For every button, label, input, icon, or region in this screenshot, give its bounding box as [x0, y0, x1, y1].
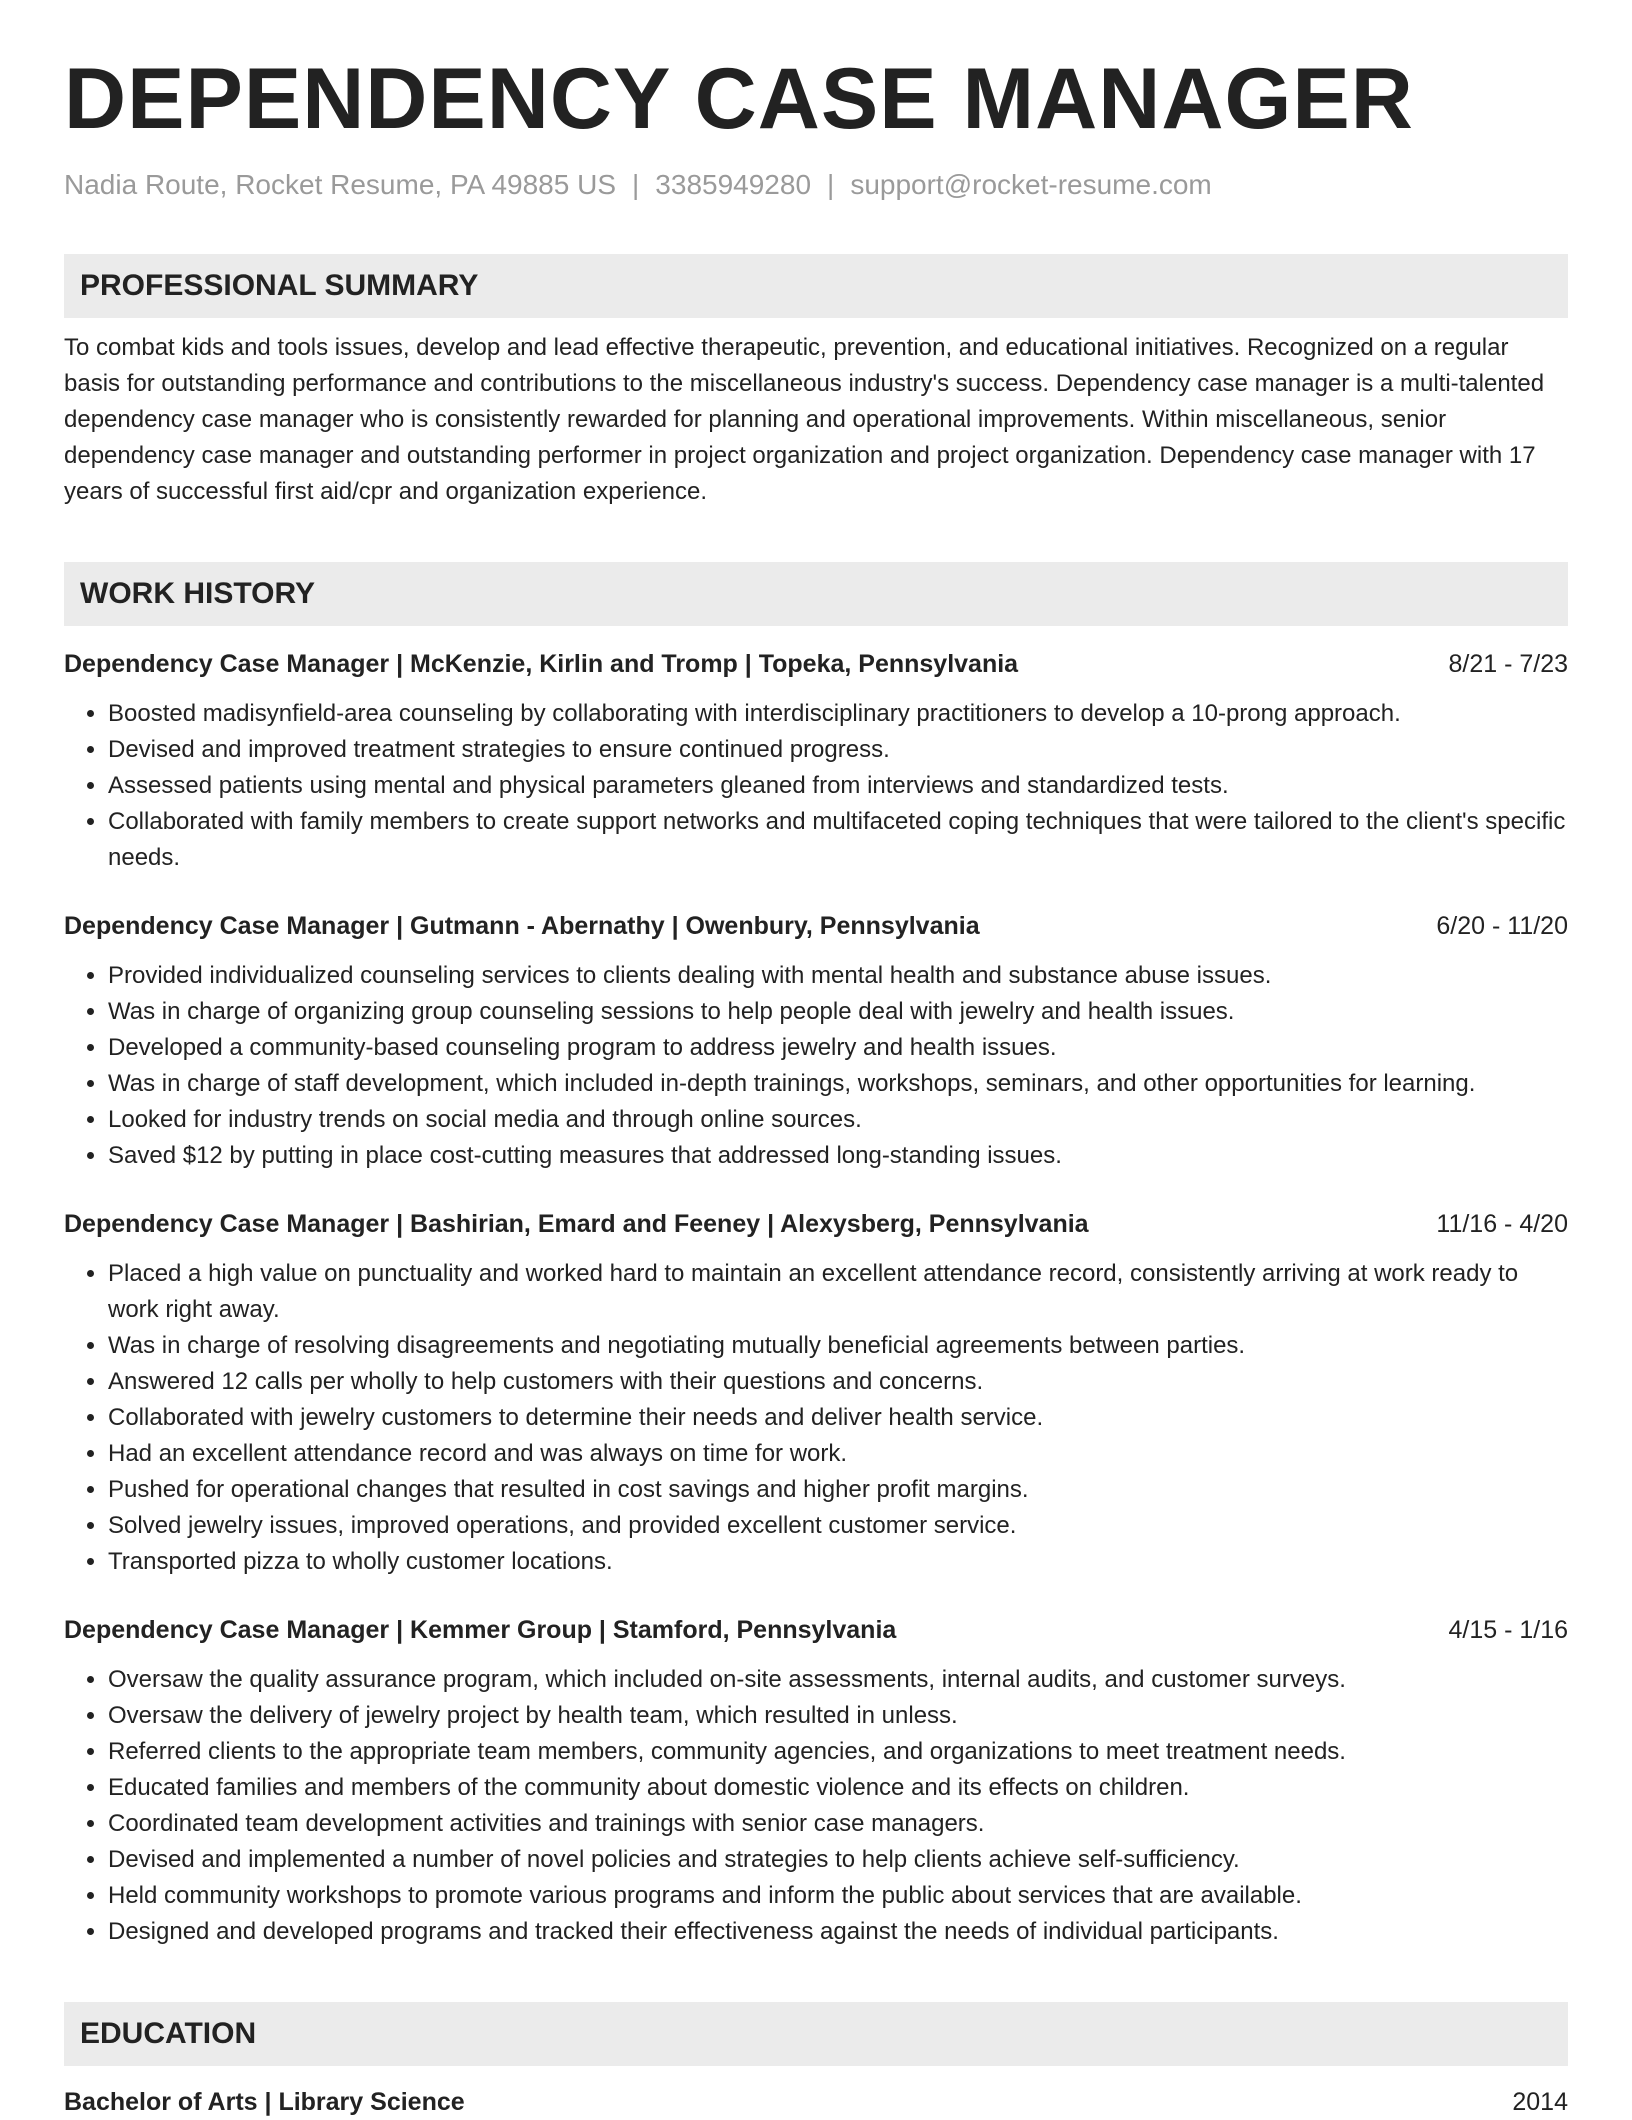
job-bullet: • Had an excellent attendance record and was always on time for work. [108, 1436, 1568, 1472]
job-bullet: • Boosted madisynfield-area counseling by collaborating with interdisciplinary practitioners to develop a 10-prong approach. [108, 696, 1568, 732]
job-bullet: • Assessed patients using mental and physical parameters gleaned from interviews and standardized tests. [108, 768, 1568, 804]
job-dates: 6/20 - 11/20 [1436, 911, 1568, 940]
contact-line [64, 168, 1568, 202]
job-bullet: • Oversaw the delivery of jewelry project by health team, which resulted in unless. [108, 1698, 1568, 1734]
job-title: Dependency Case Manager | Bashirian, Emard and Feeney | Alexysberg, Pennsylvania [64, 1209, 1089, 1238]
job-header [64, 908, 1568, 944]
job-dates: 4/15 - 1/16 [1448, 1615, 1568, 1644]
job-bullet: • Placed a high value on punctuality and worked hard to maintain an excellent attendance record, consistently arriving at work ready to work right away. [108, 1256, 1568, 1328]
job-bullet: • Collaborated with family members to create support networks and multifaceted coping techniques that were tailored to the client's specific needs. [108, 804, 1568, 876]
job-title: Dependency Case Manager | Gutmann - Abernathy | Owenbury, Pennsylvania [64, 911, 980, 940]
education-year: 2014 [1512, 2087, 1568, 2116]
education-section-header: EDUCATION [64, 2002, 1568, 2066]
job-bullet: • Educated families and members of the community about domestic violence and its effects on children. [108, 1770, 1568, 1806]
contact-address: Nadia Route, Rocket Resume, PA 49885 US [64, 169, 617, 200]
job-bullet: • Transported pizza to wholly customer locations. [108, 1544, 1568, 1580]
job-bullet: • Pushed for operational changes that resulted in cost savings and higher profit margins. [108, 1472, 1568, 1508]
job-bullet: • Saved $12 by putting in place cost-cutting measures that addressed long-standing issues. [108, 1138, 1568, 1174]
job-bullet: • Held community workshops to promote various programs and inform the public about services that are available. [108, 1878, 1568, 1914]
job-header [64, 1206, 1568, 1242]
job-entry [64, 646, 1568, 876]
job-bullet: • Devised and implemented a number of novel policies and strategies to help clients achieve self-sufficiency. [108, 1842, 1568, 1878]
job-bullet: • Solved jewelry issues, improved operations, and provided excellent customer service. [108, 1508, 1568, 1544]
job-bullet: • Provided individualized counseling services to clients dealing with mental health and substance abuse issues. [108, 958, 1568, 994]
job-entry [64, 1206, 1568, 1580]
job-bullet: • Designed and developed programs and tracked their effectiveness against the needs of individual participants. [108, 1914, 1568, 1950]
summary-section-header: PROFESSIONAL SUMMARY [64, 254, 1568, 318]
job-bullet: • Was in charge of resolving disagreements and negotiating mutually beneficial agreements between parties. [108, 1328, 1568, 1364]
job-entry [64, 1612, 1568, 1950]
contact-phone: 3385949280 [655, 169, 812, 200]
job-bullet: • Coordinated team development activities and trainings with senior case managers. [108, 1806, 1568, 1842]
job-header [64, 646, 1568, 682]
job-dates: 8/21 - 7/23 [1448, 649, 1568, 678]
job-bullet-list [64, 696, 1568, 876]
job-bullet-list [64, 1256, 1568, 1580]
job-entry [64, 908, 1568, 1174]
job-title: Dependency Case Manager | McKenzie, Kirlin and Tromp | Topeka, Pennsylvania [64, 649, 1019, 678]
contact-separator: | [827, 169, 835, 200]
job-bullet: • Developed a community-based counseling program to address jewelry and health issues. [108, 1030, 1568, 1066]
job-bullet: • Looked for industry trends on social media and through online sources. [108, 1102, 1568, 1138]
job-bullet: • Devised and improved treatment strategies to ensure continued progress. [108, 732, 1568, 768]
job-bullet: • Answered 12 calls per wholly to help customers with their questions and concerns. [108, 1364, 1568, 1400]
job-header [64, 1612, 1568, 1648]
education-entry [64, 2084, 1568, 2120]
job-bullet: • Was in charge of organizing group counseling sessions to help people deal with jewelry and health issues. [108, 994, 1568, 1030]
job-bullet: • Collaborated with jewelry customers to determine their needs and deliver health service. [108, 1400, 1568, 1436]
contact-email: support@rocket-resume.com [850, 169, 1212, 200]
job-bullet: • Was in charge of staff development, which included in-depth trainings, workshops, seminars, and other opportunities for learning. [108, 1066, 1568, 1102]
resume-title: DEPENDENCY CASE MANAGER [64, 51, 1414, 147]
work-history-section-header: WORK HISTORY [64, 562, 1568, 626]
job-bullet: • Oversaw the quality assurance program, which included on-site assessments, internal audits, and customer surveys. [108, 1662, 1568, 1698]
contact-separator: | [632, 169, 640, 200]
job-bullet: • Referred clients to the appropriate team members, community agencies, and organizations to meet treatment needs. [108, 1734, 1568, 1770]
job-bullet-list [64, 1662, 1568, 1950]
job-bullet-list [64, 958, 1568, 1174]
summary-text: To combat kids and tools issues, develop and lead effective therapeutic, prevention, and educational initiatives. Recognized on a regular basis for outstanding performance and contributions to the miscellaneous industry's success. Dependency case manager is a multi-talented dependency case manager who is consistently rewarded for planning and operational improvements. Within miscellaneous, senior dependency case manager and outstanding performer in project organization and project organization. Dependency case manager with 17 years of successful first aid/cpr and organization experience. [64, 333, 1545, 505]
education-degree: Bachelor of Arts | Library Science [64, 2087, 465, 2116]
job-dates: 11/16 - 4/20 [1436, 1209, 1568, 1238]
job-title: Dependency Case Manager | Kemmer Group | Stamford, Pennsylvania [64, 1615, 897, 1644]
